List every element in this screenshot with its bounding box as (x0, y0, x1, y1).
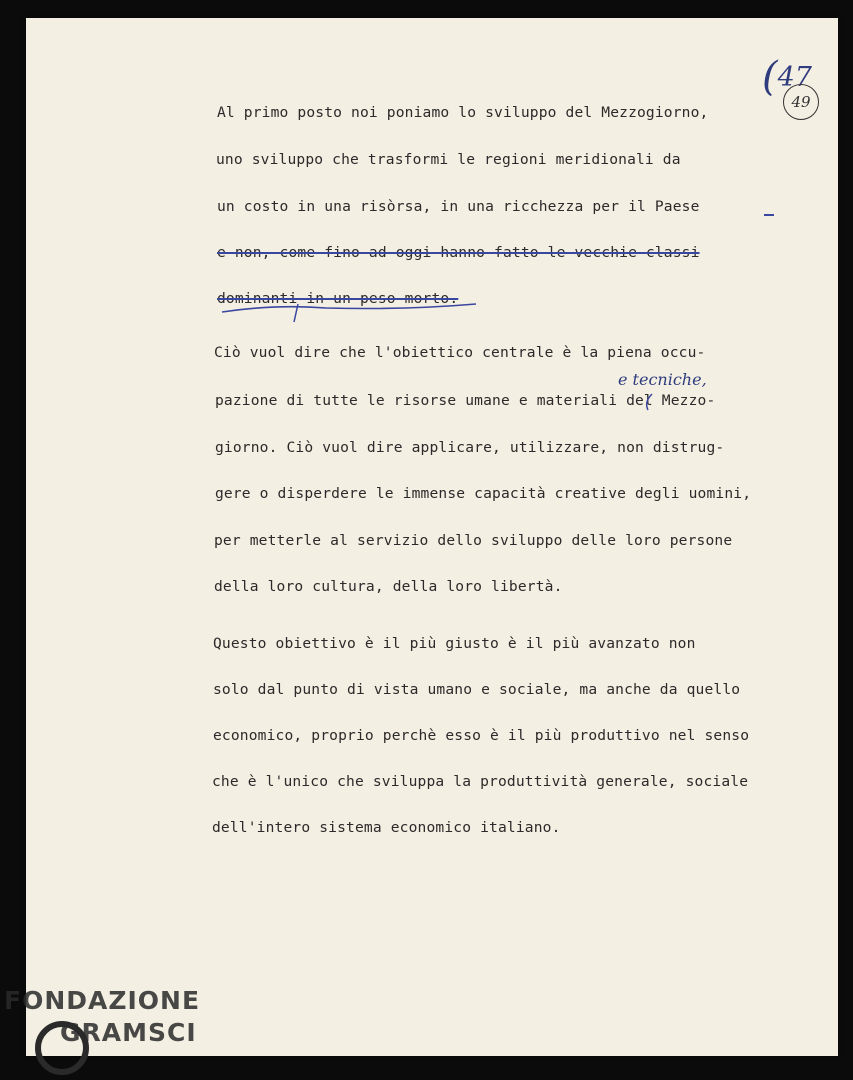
watermark-logo: GRAMSCI (60, 1018, 197, 1047)
pen-marks (26, 18, 838, 1056)
struck-text-line: dominanti in un peso morto. (217, 290, 459, 307)
text-line: gere o disperdere le immense capacità creative degli uomini, (215, 485, 752, 502)
watermark-emblem (28, 1012, 98, 1080)
struck-text-line: e non, come fino ad oggi hanno fatto le vecchie classi (217, 244, 700, 261)
text-line: un costo in una risòrsa, in una ricchezza per il Paese (217, 198, 700, 215)
text-line: per metterle al servizio dello sviluppo delle loro persone (214, 532, 733, 549)
text-line: economico, proprio perchè esso è il più produttivo nel senso (213, 727, 750, 744)
text-line: che è l'unico che sviluppa la produttività generale, sociale (212, 773, 749, 790)
handwritten-page-number: (47 (762, 54, 812, 100)
text-line: dell'intero sistema economico italiano. (212, 819, 561, 836)
text-line: della loro cultura, della loro libertà. (214, 578, 563, 595)
archive-page-number: 49 (783, 84, 819, 120)
text-line: Questo obiettivo è il più giusto è il più avanzato non (213, 635, 696, 652)
text-line: Ciò vuol dire che l'obiettico centrale è la piena occu- (214, 344, 706, 361)
watermark-logo: FONDAZIONE (4, 986, 201, 1015)
text-line: Al primo posto noi poniamo lo sviluppo del Mezzogiorno, (217, 104, 709, 121)
text-line: pazione di tutte le risorse umane e materiali del Mezzo- (215, 392, 716, 409)
text-line: uno sviluppo che trasformi le regioni meridionali da (216, 151, 681, 168)
document-page (26, 18, 838, 1056)
text-line: solo dal punto di vista umano e sociale, ma anche da quello (213, 681, 741, 698)
handwritten-insertion: e tecniche, (618, 370, 707, 389)
text-line: giorno. Ciò vuol dire applicare, utilizzare, non distrug- (215, 439, 725, 456)
